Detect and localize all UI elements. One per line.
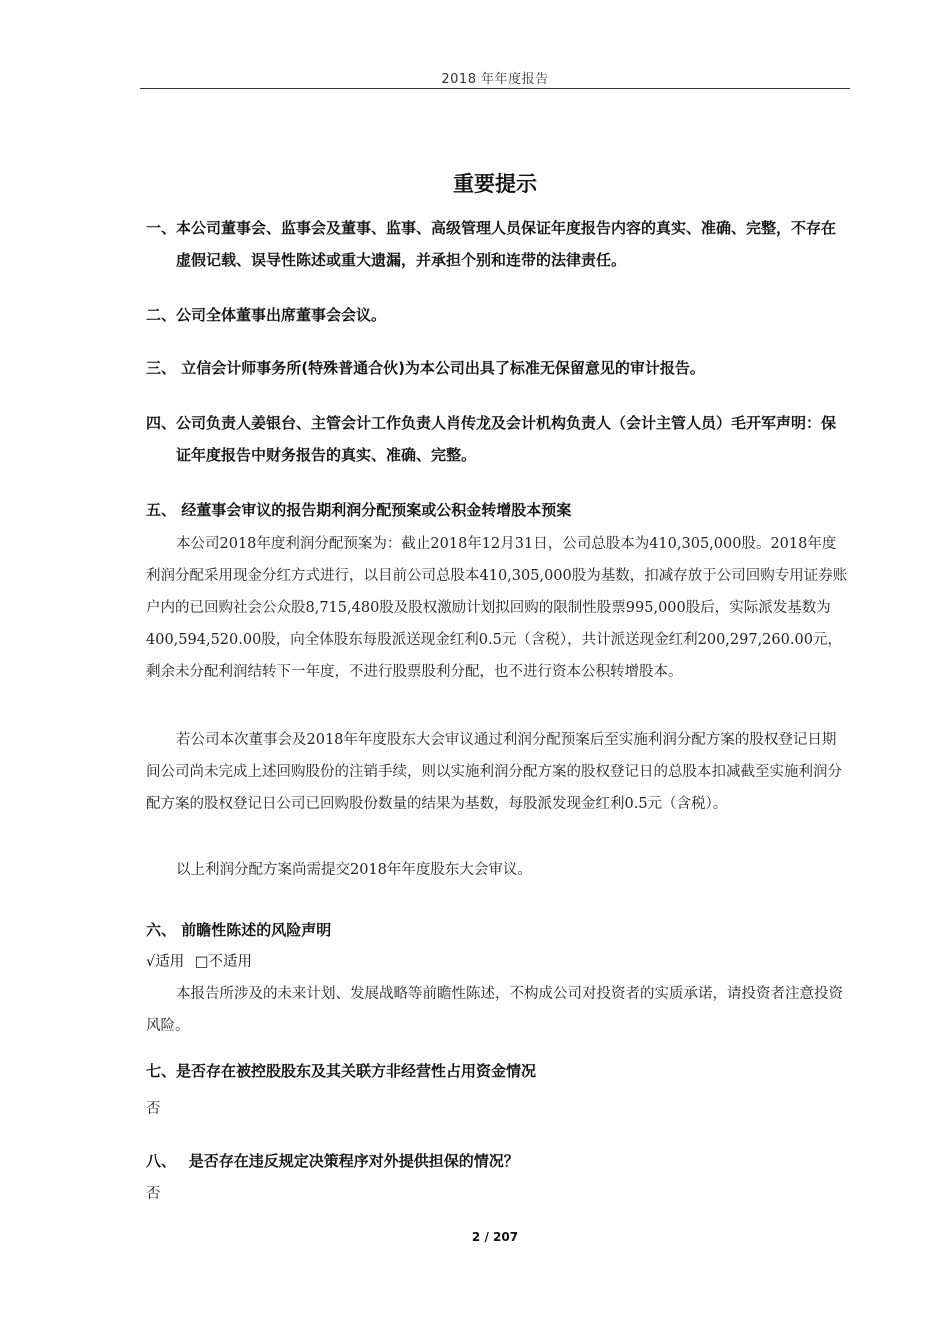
- section-2: 二、公司全体董事出席董事会会议。: [146, 306, 387, 324]
- header-divider: [140, 88, 850, 89]
- section-5-heading: 五、 经董事会审议的报告期利润分配预案或公积金转增股本预案: [146, 501, 572, 519]
- page-header: 2018 年年度报告: [441, 72, 549, 87]
- section-1: 一、本公司董事会、监事会及董事、监事、高级管理人员保证年度报告内容的真实、准确、完整，不存在虚假记载、误导性陈述或重大遗漏，并承担个别和连带的法律责任。: [146, 219, 837, 269]
- section-8-answer: 否: [146, 1186, 161, 1202]
- applicability-options: [146, 946, 850, 978]
- section-5-paragraph-3: 以上利润分配方案尚需提交2018年年度股东大会审议。: [176, 862, 532, 878]
- section-5-paragraph-1: 本公司2018年度利润分配预案为：截止2018年12月31日，公司总股本为410,305,000股。2018年度利润分配采用现金分红方式进行，以目前公司总股本410,305,000股为基数，扣减存放于公司回购专用证券账户内的已回购社会公众股8,715,480股及股权激励计划拟回购的限制性股票995,000股后，实际派发基数为400,594,520.00股，向全体股东每股派送现金红利0.5元（含税），共计派送现金红利200,297,260.00元，剩余未分配利润结转下一年度，不进行股票股利分配，也不进行资本公积转增股本。: [146, 536, 848, 680]
- section-8-heading: 八、 是否存在违反规定决策程序对外提供担保的情况？: [146, 1152, 519, 1170]
- section-4: 四、公司负责人姜银台、主管会计工作负责人肖传龙及会计机构负责人（会计主管人员）毛开军声明：保证年度报告中财务报告的真实、准确、完整。: [146, 414, 837, 464]
- section-6-text: 本报告所涉及的未来计划、发展战略等前瞻性陈述，不构成公司对投资者的实质承诺，请投资者注意投资风险。: [146, 986, 843, 1034]
- page-number: 2 / 207: [471, 1230, 519, 1244]
- option-not-applicable: □不适用: [194, 954, 253, 970]
- option-applicable: √适用: [146, 954, 185, 970]
- section-6-heading: 六、 前瞻性陈述的风险声明: [146, 921, 332, 939]
- section-5-paragraph-2: 若公司本次董事会及2018年年度股东大会审议通过利润分配预案后至实施利润分配方案的股权登记日期间公司尚未完成上述回购股份的注销手续，则以实施利润分配方案的股权登记日的总股本扣减截至实施利润分配方案的股权登记日公司已回购股份数量的结果为基数，每股派发现金红利0.5元（含税）。: [146, 732, 842, 812]
- page-title: 重要提示: [453, 172, 537, 196]
- section-3: 三、 立信会计师事务所(特殊普通合伙)为本公司出具了标准无保留意见的审计报告。: [146, 359, 705, 377]
- section-7-answer: 否: [146, 1101, 161, 1117]
- section-7-heading: 七、是否存在被控股股东及其关联方非经营性占用资金情况: [146, 1062, 537, 1080]
